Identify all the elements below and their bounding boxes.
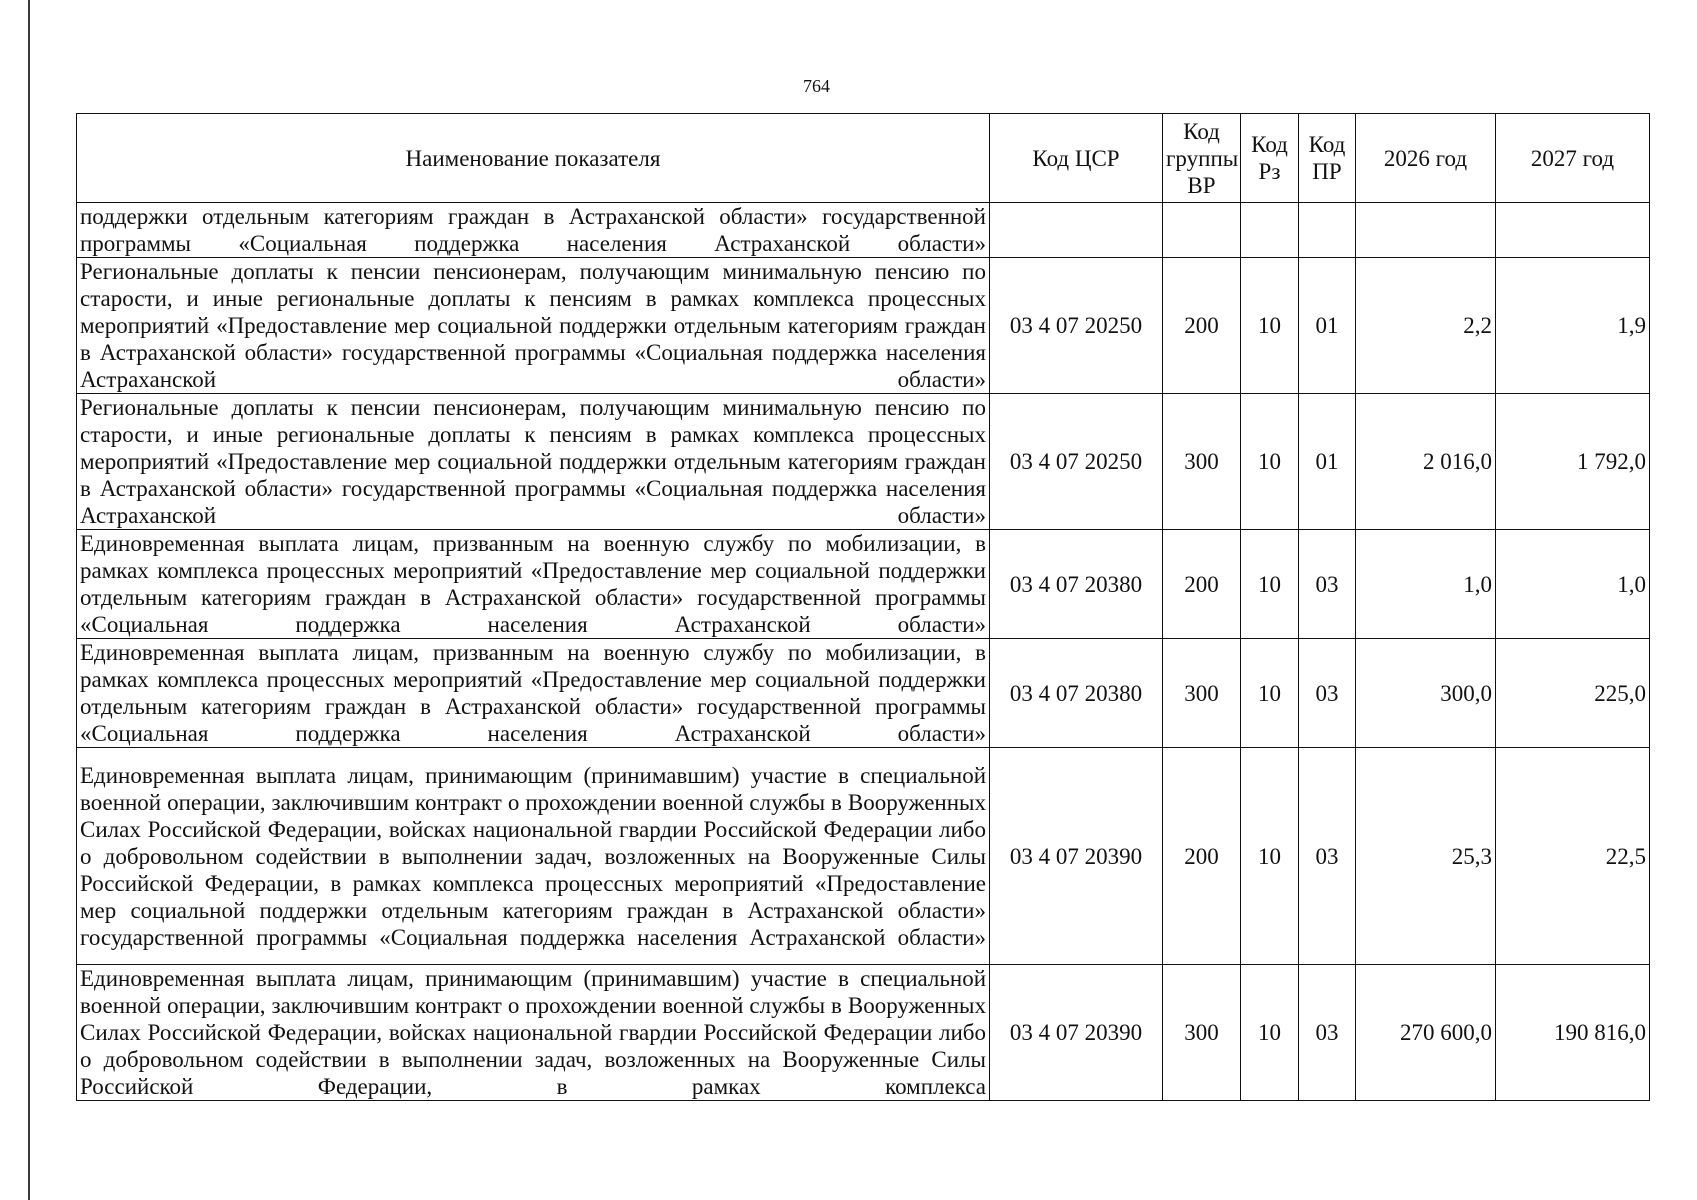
cell-pr: 03 xyxy=(1299,530,1356,639)
cell-2027: 190 816,0 xyxy=(1496,965,1650,1101)
cell-name: поддержки отдельным категориям граждан в Астраханской области» государственной программы «Социальная поддержка населения Астраханской области» xyxy=(77,203,990,258)
cell-rz: 10 xyxy=(1241,639,1299,748)
cell-2027: 22,5 xyxy=(1496,748,1650,965)
header-row xyxy=(77,114,1650,203)
header-2027: 2027 год xyxy=(1496,114,1650,203)
table-row xyxy=(77,748,1650,965)
table-row xyxy=(77,258,1650,394)
cell-rz xyxy=(1241,203,1299,258)
budget-table xyxy=(76,113,1650,1101)
header-pr: Код ПР xyxy=(1299,114,1356,203)
cell-vr: 300 xyxy=(1163,965,1241,1101)
header-2026: 2026 год xyxy=(1356,114,1496,203)
scan-edge-line xyxy=(28,0,30,1200)
cell-vr: 200 xyxy=(1163,748,1241,965)
cell-csr: 03 4 07 20390 xyxy=(990,748,1163,965)
cell-csr: 03 4 07 20380 xyxy=(990,530,1163,639)
cell-csr: 03 4 07 20380 xyxy=(990,639,1163,748)
cell-rz: 10 xyxy=(1241,965,1299,1101)
cell-2026: 300,0 xyxy=(1356,639,1496,748)
cell-pr: 01 xyxy=(1299,394,1356,530)
cell-2027: 1,0 xyxy=(1496,530,1650,639)
cell-vr: 200 xyxy=(1163,258,1241,394)
cell-2027: 1 792,0 xyxy=(1496,394,1650,530)
page-number-text: 764 xyxy=(803,76,830,96)
cell-csr: 03 4 07 20390 xyxy=(990,965,1163,1101)
cell-2026: 25,3 xyxy=(1356,748,1496,965)
cell-2026 xyxy=(1356,203,1496,258)
cell-name: Единовременная выплата лицам, принимающим (принимавшим) участие в специальной военной операции, заключившим контракт о прохождении военной службы в Вооруженных Силах Российской Федерации, войсках национальной гвардии Российской Федерации либо о добровольном содействии в выполнении задач, возложенных на Вооруженные Силы Российской Федерации, в рамках комплекса процессных мероприятий «Предоставление мер социальной поддержки отдельным категориям граждан в Астраханской области» государственной программы «Социальная поддержка населения Астраханской области» xyxy=(77,748,990,965)
cell-2027 xyxy=(1496,203,1650,258)
cell-rz: 10 xyxy=(1241,394,1299,530)
cell-2027: 1,9 xyxy=(1496,258,1650,394)
cell-2026: 2,2 xyxy=(1356,258,1496,394)
cell-2026: 1,0 xyxy=(1356,530,1496,639)
cell-vr xyxy=(1163,203,1241,258)
table-row xyxy=(77,394,1650,530)
cell-rz: 10 xyxy=(1241,530,1299,639)
cell-vr: 200 xyxy=(1163,530,1241,639)
table-row xyxy=(77,965,1650,1101)
cell-rz: 10 xyxy=(1241,748,1299,965)
header-csr: Код ЦСР xyxy=(990,114,1163,203)
cell-pr: 03 xyxy=(1299,748,1356,965)
cell-pr xyxy=(1299,203,1356,258)
cell-pr: 01 xyxy=(1299,258,1356,394)
cell-rz: 10 xyxy=(1241,258,1299,394)
cell-csr: 03 4 07 20250 xyxy=(990,394,1163,530)
cell-2027: 225,0 xyxy=(1496,639,1650,748)
cell-pr: 03 xyxy=(1299,639,1356,748)
header-name: Наименование показателя xyxy=(77,114,990,203)
header-rz: Код Рз xyxy=(1241,114,1299,203)
cell-name: Региональные доплаты к пенсии пенсионерам, получающим минимальную пенсию по старости, и иные региональные доплаты к пенсиям в рамках комплекса процессных мероприятий «Предоставление мер социальной поддержки отдельным категориям граждан в Астраханской области» государственной программы «Социальная поддержка населения Астраханской области» xyxy=(77,258,990,394)
cell-name: Единовременная выплата лицам, принимающим (принимавшим) участие в специальной военной операции, заключившим контракт о прохождении военной службы в Вооруженных Силах Российской Федерации, войсках национальной гвардии Российской Федерации либо о добровольном содействии в выполнении задач, возложенных на Вооруженные Силы Российской Федерации, в рамках комплекса xyxy=(77,965,990,1101)
cell-name: Региональные доплаты к пенсии пенсионерам, получающим минимальную пенсию по старости, и иные региональные доплаты к пенсиям в рамках комплекса процессных мероприятий «Предоставление мер социальной поддержки отдельным категориям граждан в Астраханской области» государственной программы «Социальная поддержка населения Астраханской области» xyxy=(77,394,990,530)
cell-name: Единовременная выплата лицам, призванным на военную службу по мобилизации, в рамках комплекса процессных мероприятий «Предоставление мер социальной поддержки отдельным категориям граждан в Астраханской области» государственной программы «Социальная поддержка населения Астраханской области» xyxy=(77,639,990,748)
cell-csr xyxy=(990,203,1163,258)
cell-name: Единовременная выплата лицам, призванным на военную службу по мобилизации, в рамках комплекса процессных мероприятий «Предоставление мер социальной поддержки отдельным категориям граждан в Астраханской области» государственной программы «Социальная поддержка населения Астраханской области» xyxy=(77,530,990,639)
cell-csr: 03 4 07 20250 xyxy=(990,258,1163,394)
cell-pr: 03 xyxy=(1299,965,1356,1101)
table-row xyxy=(77,530,1650,639)
table-row xyxy=(77,639,1650,748)
cell-2026: 2 016,0 xyxy=(1356,394,1496,530)
page-number xyxy=(0,76,1697,97)
cell-vr: 300 xyxy=(1163,394,1241,530)
cell-vr: 300 xyxy=(1163,639,1241,748)
cell-2026: 270 600,0 xyxy=(1356,965,1496,1101)
table-row xyxy=(77,203,1650,258)
header-vr: Код группы ВР xyxy=(1163,114,1241,203)
